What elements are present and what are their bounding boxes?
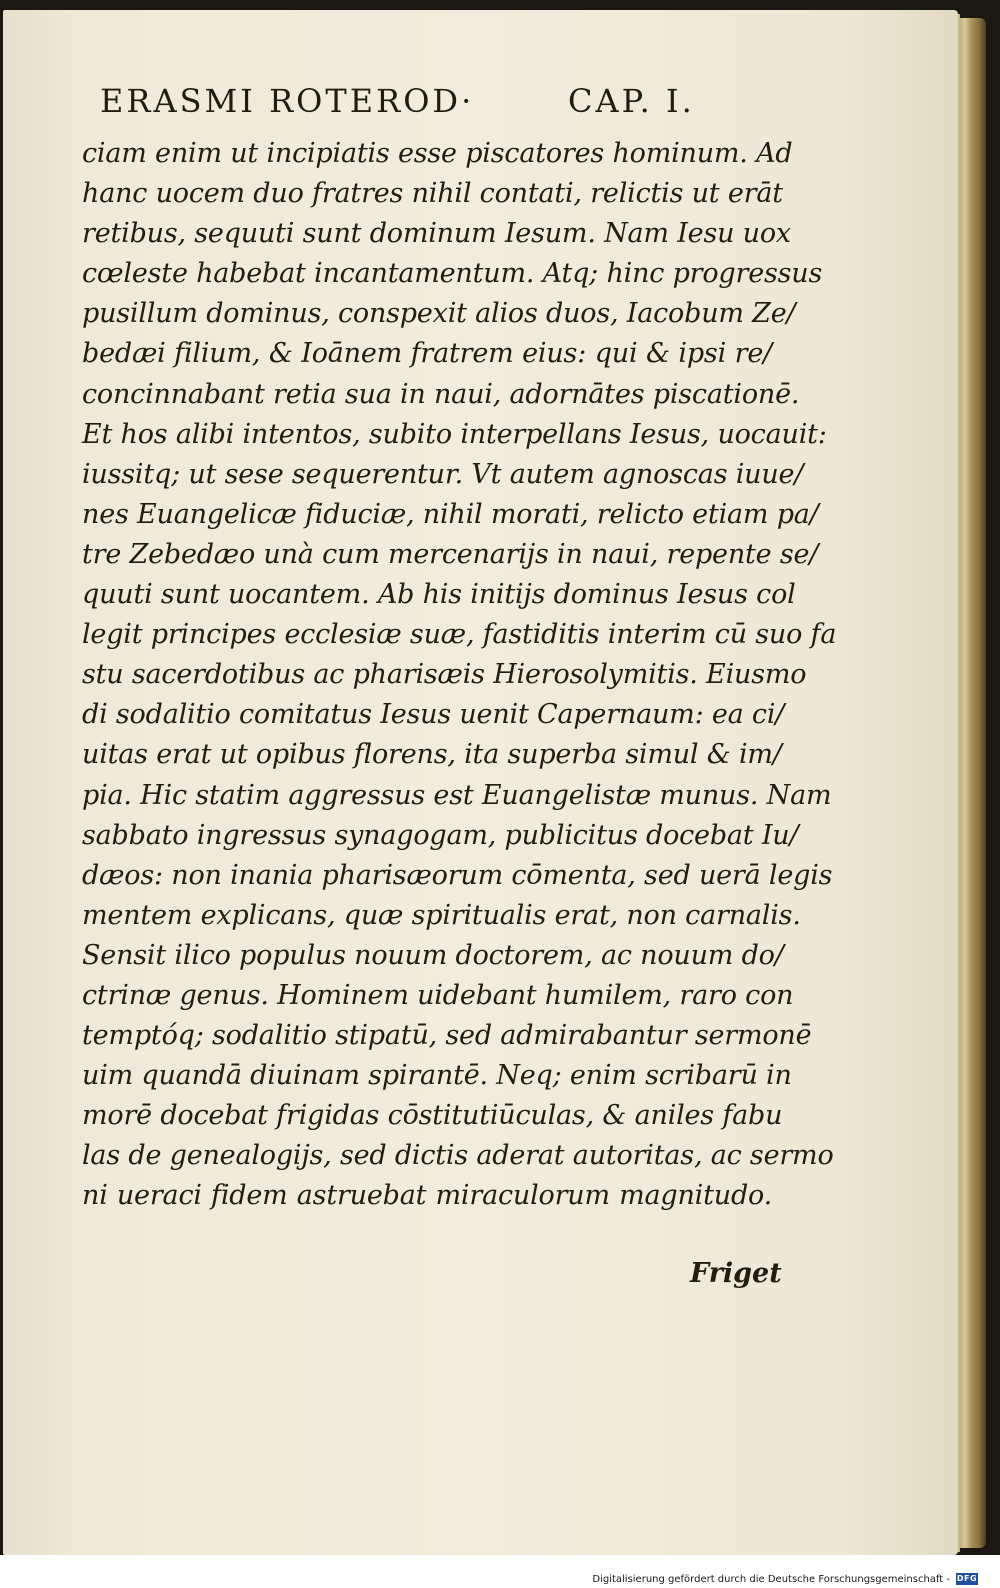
chapter-label: CAP. I. [568,82,695,120]
running-header [100,82,740,122]
text-line: temptóq; sodalitio stipatū, sed admirabantur sermonē [82,1020,812,1052]
text-line: di sodalitio comitatus Iesus uenit Capernaum: ea ci/ [82,699,785,731]
text-line: ctrinæ genus. Hominem uidebant humilem, raro con [82,979,794,1011]
text-line: mentem explicans, quæ spiritualis erat, non carnalis. [82,899,801,931]
text-line: bedæi filium, & Ioānem fratrem eius: qui & ipsi re/ [82,338,772,370]
text-line: Et hos alibi intentos, subito interpellans Iesus, uocauit: [82,418,827,450]
catchword: Friget [690,1258,782,1289]
text-line: quuti sunt uocantem. Ab his initijs dominus Iesus col [82,579,796,611]
text-line: pusillum dominus, conspexit alios duos, Iacobum Ze/ [82,298,796,330]
text-line: legit principes ecclesiæ suæ, fastiditis interim cū suo fa [82,619,837,651]
funding-credit: Digitalisierung gefördert durch die Deutsche Forschungsgemeinschaft - [592,1574,950,1585]
running-title: ERASMI ROTEROD· [100,82,475,120]
text-line: sabbato ingressus synagogam, publicitus docebat Iu/ [82,819,799,851]
text-line: iussitq; ut sese sequerentur. Vt autem agnoscas iuue/ [82,458,804,490]
body-text [82,134,837,1217]
text-line: nes Euangelicæ fiduciæ, nihil morati, relicto etiam pa/ [82,498,819,530]
text-line: cœleste habebat incantamentum. Atq; hinc progressus [82,258,823,290]
text-line: Sensit ilico populus nouum doctorem, ac nouum do/ [82,939,784,971]
text-line: tre Zebedæo unà cum mercenarijs in naui, repente se/ [82,538,819,570]
text-line: pia. Hic statim aggressus est Euangelistæ munus. Nam [82,779,832,811]
text-line: concinnabant retia sua in naui, adornātes piscationē. [82,378,800,410]
text-line: morē docebat frigidas cōstitutiūculas, & aniles fabu [82,1100,783,1132]
text-line: dæos: non inania pharisæorum cōmenta, sed uerā legis [82,859,833,891]
text-line: retibus, sequuti sunt dominum Iesum. Nam Iesu uox [82,218,791,250]
text-line: uim quandā diuinam spirantē. Neq; enim scribarū in [82,1060,792,1092]
text-line: ciam enim ut incipiatis esse piscatores hominum. Ad [82,138,793,169]
dfg-logo-icon: DFG [956,1574,978,1583]
text-line: hanc uocem duo fratres nihil contati, relictis ut erāt [82,178,783,210]
text-line: las de genealogijs, sed dictis aderat autoritas, ac sermo [82,1140,834,1172]
text-line: ni ueraci fidem astruebat miraculorum magnitudo. [82,1180,772,1212]
page-edge [958,18,986,1548]
text-line: uitas erat ut opibus florens, ita superba simul & im/ [82,739,782,771]
text-line: stu sacerdotibus ac pharisæis Hierosolymitis. Eiusmo [82,659,807,691]
